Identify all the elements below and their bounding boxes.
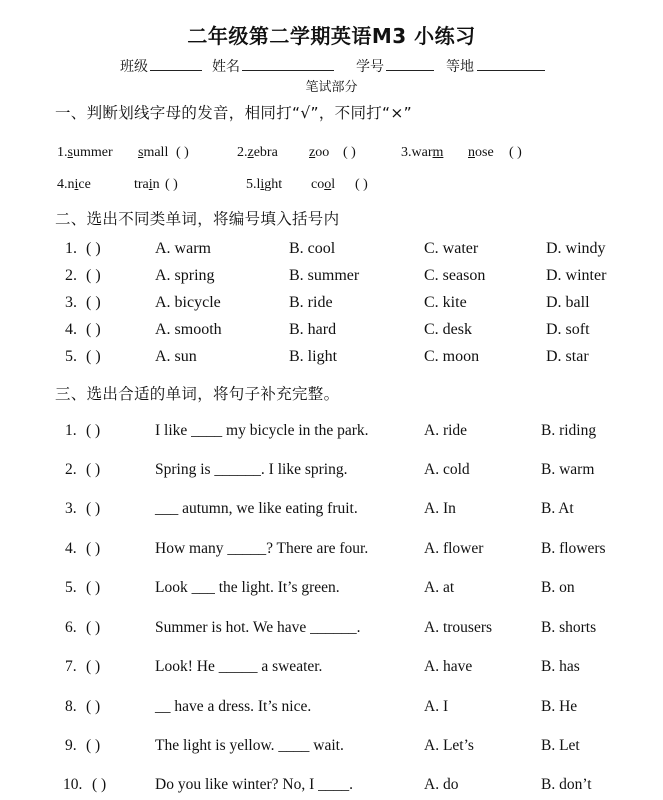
section1-heading: 一、判断划线字母的发音，相同打“√”，不同打“×”	[55, 104, 412, 122]
phonics-item: 1.summer	[57, 145, 113, 160]
answer-paren[interactable]: ( )	[86, 579, 101, 596]
written-part-label: 笔试部分	[305, 80, 358, 95]
phonics-item: 3.warm	[401, 145, 444, 160]
answer-paren[interactable]: ( )	[86, 658, 101, 675]
class-blank[interactable]	[150, 70, 202, 71]
phonics-word: cool	[311, 177, 336, 192]
answer-paren[interactable]: ( )	[92, 776, 107, 793]
phonics-word: small	[138, 145, 169, 160]
id-label: 学号	[356, 59, 384, 75]
answer-paren[interactable]: ( )	[86, 461, 101, 478]
answer-paren[interactable]: ( )	[86, 500, 101, 517]
phonics-word: train	[134, 177, 160, 192]
answer-paren[interactable]: ( )	[86, 267, 101, 284]
answer-paren[interactable]: ( )	[343, 145, 356, 160]
phonics-item: 5.light	[246, 177, 283, 192]
answer-paren[interactable]: ( )	[86, 737, 101, 754]
answer-paren[interactable]: ( )	[86, 619, 101, 636]
grade-label: 等地	[446, 59, 474, 75]
answer-paren[interactable]: ( )	[86, 540, 101, 557]
page-title: 二年级第二学期英语M3 小练习	[187, 24, 476, 48]
id-blank[interactable]	[386, 70, 434, 71]
answer-paren[interactable]: ( )	[509, 145, 522, 160]
phonics-item: 4.nice	[57, 177, 91, 192]
answer-paren[interactable]: ( )	[86, 294, 101, 311]
answer-paren[interactable]: ( )	[86, 698, 101, 715]
answer-paren[interactable]: ( )	[355, 177, 368, 192]
class-label: 班级	[120, 59, 148, 75]
section2-heading: 二、选出不同类单词，将编号填入括号内	[55, 210, 340, 228]
answer-paren[interactable]: ( )	[86, 321, 101, 338]
grade-blank[interactable]	[477, 70, 545, 71]
phonics-word: zoo	[309, 145, 330, 160]
phonics-word: nose	[468, 145, 494, 160]
name-label: 姓名	[212, 59, 240, 75]
answer-paren[interactable]: ( )	[86, 422, 101, 439]
answer-paren[interactable]: ( )	[86, 348, 101, 365]
name-blank[interactable]	[242, 70, 334, 71]
answer-paren[interactable]: ( )	[165, 177, 178, 192]
answer-paren[interactable]: ( )	[86, 240, 101, 257]
phonics-item: 2.zebra	[237, 145, 278, 160]
section3-heading: 三、选出合适的单词，将句子补充完整。	[55, 385, 340, 403]
answer-paren[interactable]: ( )	[176, 145, 189, 160]
